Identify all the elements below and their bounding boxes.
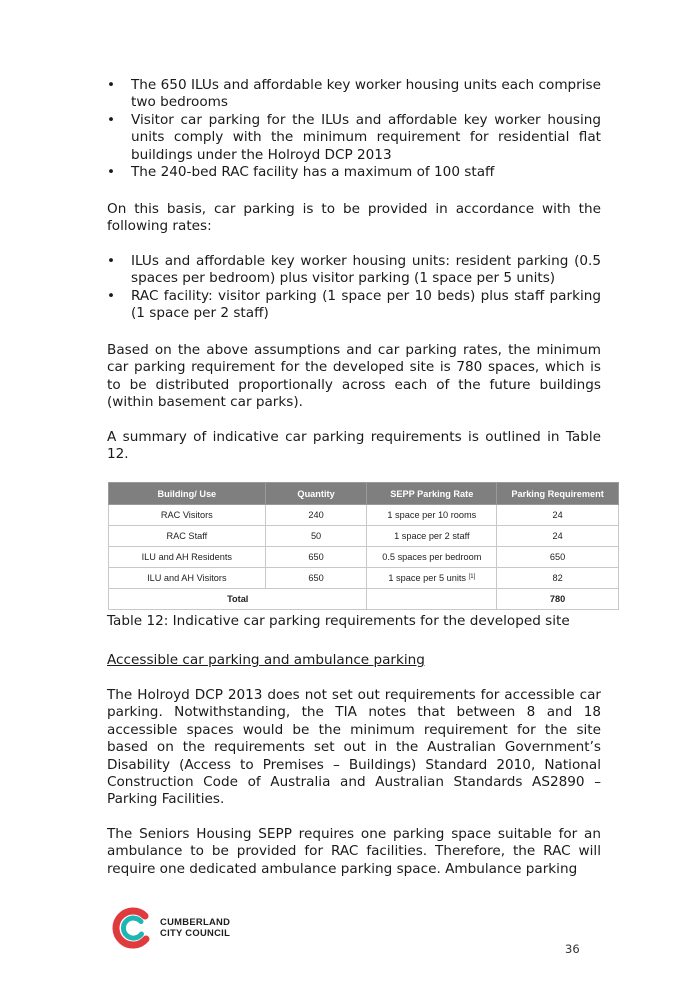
- section-heading: Accessible car parking and ambulance parking: [107, 652, 425, 668]
- paragraph-accessible: The Holroyd DCP 2013 does not set out requirements for accessible car parking. Notwithstanding, the TIA notes that between 8 and 18 accessible spaces would be the minimum requirement for the site based on the requirements set out in the Australian Government’s Disability (Access to Premises – Buildings) Standard 2010, National Construction Code of Australia and Australian Standards AS2890 – Parking Facilities.: [107, 687, 601, 808]
- table-cell: 650: [497, 547, 619, 568]
- footnote-marker: [1]: [468, 574, 476, 580]
- parking-requirements-table: [108, 482, 619, 610]
- table-cell-empty: [367, 589, 497, 610]
- table-cell: RAC Visitors: [109, 505, 266, 526]
- list-item: • The 650 ILUs and affordable key worker housing units each comprise two bedrooms: [107, 77, 601, 112]
- table-total-row: [109, 589, 619, 610]
- column-header: Quantity: [265, 483, 367, 505]
- table-cell: 0.5 spaces per bedroom: [367, 547, 497, 568]
- table-cell: 1 space per 10 rooms: [367, 505, 497, 526]
- table-cell: ILU and AH Residents: [109, 547, 266, 568]
- column-header: Building/ Use: [109, 483, 266, 505]
- council-name-line1: CUMBERLAND: [160, 916, 231, 927]
- column-header: Parking Requirement: [497, 483, 619, 505]
- table-row: [109, 505, 619, 526]
- table-header-row: [109, 483, 619, 505]
- table-cell: 650: [265, 547, 367, 568]
- paragraph-summary: A summary of indicative car parking requirements is outlined in Table 12.: [107, 429, 601, 463]
- rates-list: [107, 253, 601, 323]
- table-cell: 24: [497, 505, 619, 526]
- table-row: [109, 568, 619, 589]
- column-header: SEPP Parking Rate: [367, 483, 497, 505]
- table-cell: 82: [497, 568, 619, 589]
- list-item: • ILUs and affordable key worker housing units: resident parking (0.5 spaces per bedroom) plus visitor parking (1 space per 5 units): [107, 253, 601, 288]
- total-label: Total: [109, 589, 367, 610]
- council-name-line2: CITY COUNCIL: [160, 927, 231, 938]
- total-value: 780: [497, 589, 619, 610]
- paragraph-basis: On this basis, car parking is to be provided in accordance with the following rates:: [107, 201, 601, 235]
- table-cell: 24: [497, 526, 619, 547]
- table-cell: RAC Staff: [109, 526, 266, 547]
- table-caption: Table 12: Indicative car parking requirements for the developed site: [107, 613, 570, 629]
- council-name: [160, 916, 230, 938]
- cumberland-logo-icon: [108, 904, 156, 952]
- table-row: [109, 526, 619, 547]
- table-row: [109, 547, 619, 568]
- table-cell: 650: [265, 568, 367, 589]
- assumptions-list: [107, 77, 601, 181]
- table-cell: [367, 568, 497, 589]
- table-cell: ILU and AH Visitors: [109, 568, 266, 589]
- table-cell: 50: [265, 526, 367, 547]
- list-item: • Visitor car parking for the ILUs and affordable key worker housing units comply with the minimum requirement for residential flat buildings under the Holroyd DCP 2013: [107, 112, 601, 164]
- rate-text: 1 space per 5 units: [388, 573, 467, 583]
- paragraph-ambulance: The Seniors Housing SEPP requires one parking space suitable for an ambulance to be provided for RAC facilities. Therefore, the RAC will require one dedicated ambulance parking space. Ambulance parking: [107, 826, 601, 877]
- list-item: • The 240-bed RAC facility has a maximum of 100 staff: [107, 164, 601, 181]
- table-cell: 1 space per 2 staff: [367, 526, 497, 547]
- paragraph-assumptions: Based on the above assumptions and car parking rates, the minimum car parking requirement for the developed site is 780 spaces, which is to be distributed proportionally across each of the future buildings (within basement car parks).: [107, 342, 601, 411]
- page-number: 36: [565, 942, 580, 956]
- list-item: • RAC facility: visitor parking (1 space per 10 beds) plus staff parking (1 space per 2 staff): [107, 288, 601, 323]
- table-cell: 240: [265, 505, 367, 526]
